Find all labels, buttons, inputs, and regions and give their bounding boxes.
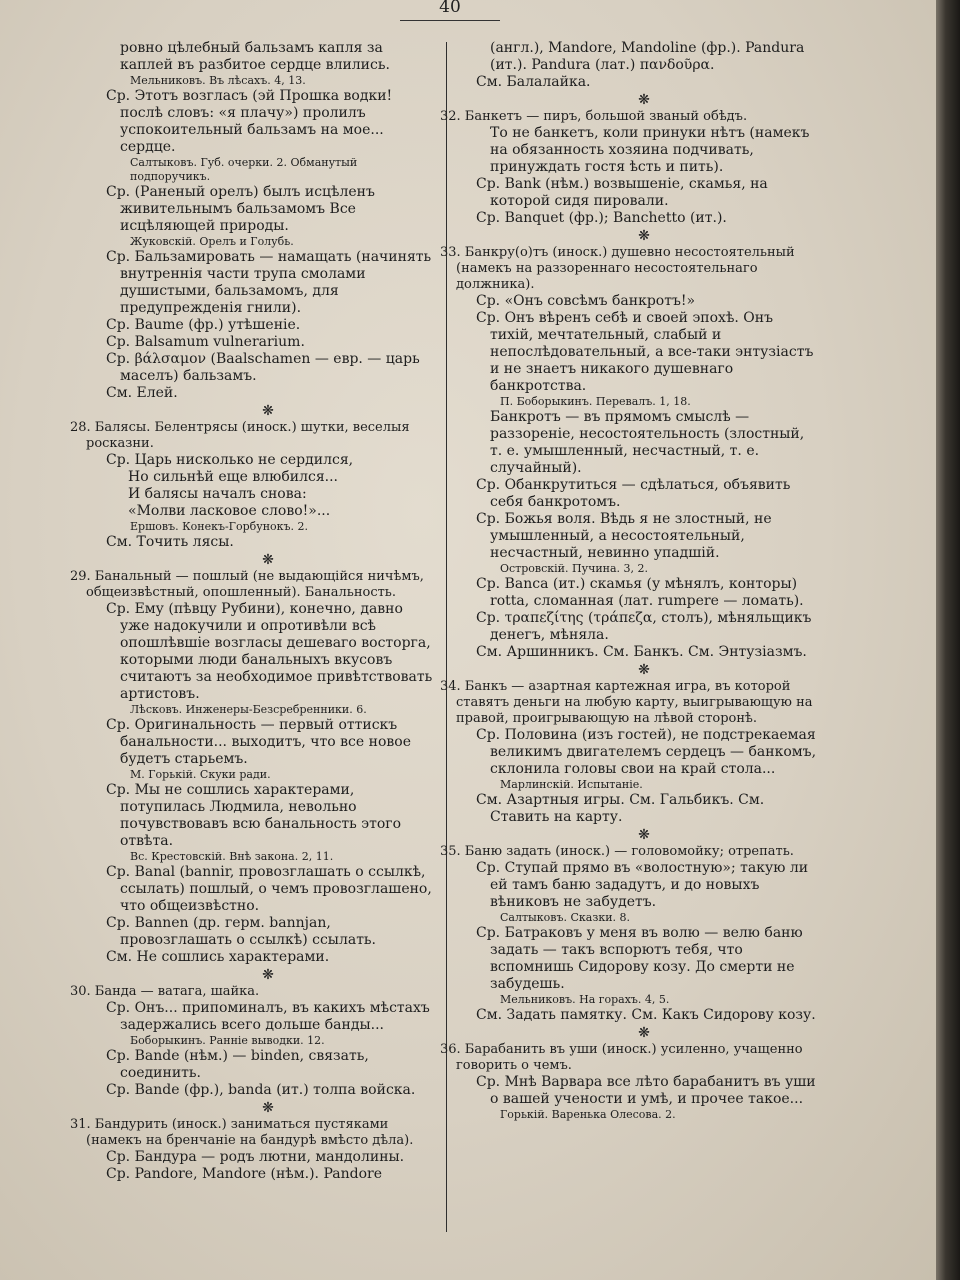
- entry-text: Ср. Bande (фр.), banda (ит.) толпа войска.: [106, 1082, 416, 1098]
- entry-text: Ср. Banal (bannir, провозглашать о ссылкѣ, ссылать) пошлый, о чемъ провозглашено, что общеизвѣстно.: [106, 864, 432, 914]
- entry-separator: ❋: [262, 967, 274, 983]
- page-number: 40: [400, 0, 500, 21]
- citation: Лѣсковъ. Инженеры-Безсребренники. 6.: [130, 703, 367, 716]
- citation: Мельниковъ. На горахъ. 4, 5.: [500, 993, 670, 1006]
- entry-text: Ср. Ступай прямо въ «волостную»; такую ли ей тамъ баню зададутъ, и до новыхъ вѣниковъ не забудетъ.: [476, 860, 809, 910]
- entry-text: Ср. Мнѣ Варвара все лѣто барабанитъ въ уши о вашей учености и умѣ, и прочее такое...: [476, 1074, 816, 1107]
- entry-separator: ❋: [262, 403, 274, 419]
- entry-text: Ср. Banquet (фр.); Banchetto (ит.).: [476, 210, 727, 226]
- entry-heading: 32. Банкетъ — пиръ, большой званый обѣдъ.: [440, 109, 748, 124]
- entry-text: Ср. Этотъ возгласъ (эй Прошка водки! послѣ словъ: «я плачу») пролилъ успокоительный бальзамъ на мое... сердце.: [106, 88, 393, 155]
- entry-text: Ср. Бандура — родъ лютни, мандолины.: [106, 1149, 405, 1165]
- entry-text: ровно цѣлебный бальзамъ капля за каплей въ разбитое сердце влились.: [120, 40, 390, 73]
- entry-text: См. Азартныя игры. См. Гальбикъ. См. Ставить на карту.: [476, 792, 765, 825]
- entry-text: Ср. Bannen (др. герм. bannjan, провозглашать о ссылкѣ) ссылать.: [106, 915, 377, 948]
- right-column: [440, 40, 818, 1122]
- entry-separator: ❋: [638, 92, 650, 108]
- entry-text: Ср. Половина (изъ гостей), не подстрекаемая великимъ двигателемъ сердецъ — банкомъ, склонила головы свои на край стола...: [476, 727, 817, 777]
- citation: Вс. Крестовскій. Внѣ закона. 2, 11.: [130, 850, 334, 863]
- entry-text: См. Аршинникъ. См. Банкъ. См. Энтузіазмъ.: [476, 644, 807, 660]
- entry-heading: 31. Бандурить (иноск.) заниматься пустяками (намекъ на бренчаніе на бандурѣ вмѣсто дѣла).: [70, 1117, 414, 1148]
- entry-text: Ср. Pandore, Mandore (нѣм.). Pandore: [106, 1166, 382, 1182]
- entry-text: Ср. Онъ... припоминалъ, въ какихъ мѣстахъ задержались всего дольше банды...: [106, 1000, 430, 1033]
- entry-heading: 29. Банальный — пошлый (не выдающійся ничѣмъ, общеизвѣстный, опошленный). Банальность.: [70, 569, 424, 600]
- citation: Боборыкинъ. Ранніе выводки. 12.: [130, 1034, 325, 1047]
- entry-text: То не банкетъ, коли принуки нѣтъ (намекъ на обязанность хозяина подчивать, принуждать гостя ѣсть и пить).: [490, 125, 810, 175]
- entry-text: См. Елей.: [106, 385, 178, 401]
- entry-text: Ср. Banca (ит.) скамья (у мѣнялъ, конторы) rotta, сломанная (лат. rumpere — ломать).: [476, 576, 804, 609]
- entry-text: Ср. «Онъ совсѣмъ банкротъ!»: [476, 293, 696, 309]
- entry-heading: 30. Банда — ватага, шайка.: [70, 984, 260, 999]
- entry-text: Ср. Обанкрутиться — сдѣлаться, объявить себя банкротомъ.: [476, 477, 791, 510]
- entry-text: «Молви ласковое слово!»...: [128, 503, 331, 519]
- entry-text: Ср. Оригинальность — первый оттискъ банальности... выходитъ, что все новое будетъ старьемъ.: [106, 717, 411, 767]
- entry-text: Ср. Ему (пѣвцу Рубини), конечно, давно уже надокучили и опротивѣли всѣ опошлѣвшіе возгласы дешеваго восторга, которыми люди банальныхъ вкусовъ считаютъ за необходимое привѣтствовать артистовъ.: [106, 601, 433, 702]
- entry-heading: 35. Баню задать (иноск.) — головомойку; отрепать.: [440, 844, 794, 859]
- citation: М. Горькій. Скуки ради.: [130, 768, 271, 781]
- entry-text: См. Задать памятку. См. Какъ Сидорову козу.: [476, 1007, 816, 1023]
- citation: Марлинскій. Испытаніе.: [500, 778, 643, 791]
- entry-separator: ❋: [638, 1025, 650, 1041]
- page-edge-shadow: [936, 0, 960, 1280]
- entry-text: И балясы началъ снова:: [128, 486, 307, 502]
- entry-text: Ср. Baume (фр.) утѣшеніе.: [106, 317, 301, 333]
- entry-text: См. Балалайка.: [476, 74, 591, 90]
- entry-text: Ср. Мы не сошлись характерами, потупилась Людмила, невольно почувствовавъ всю банальность этого отвѣта.: [106, 782, 402, 849]
- entry-heading: 34. Банкъ — азартная картежная игра, въ которой ставятъ деньги на любую карту, выигрывающую на правой, проигрывающую на лѣвой сторонѣ.: [440, 679, 813, 726]
- citation: Жуковскій. Орелъ и Голубь.: [130, 235, 294, 248]
- citation: Мельниковъ. Въ лѣсахъ. 4, 13.: [130, 74, 306, 87]
- citation: Ершовъ. Конекъ-Горбунокъ. 2.: [130, 520, 309, 533]
- entry-text: Ср. βάλσαμον (Baalschamen — евр. — царь маселъ) бальзамъ.: [106, 351, 420, 384]
- entry-separator: ❋: [638, 228, 650, 244]
- entry-text: Ср. Balsamum vulnerarium.: [106, 334, 305, 350]
- entry-text: Ср. Онъ вѣренъ себѣ и своей эпохѣ. Онъ тихій, мечтательный, слабый и непослѣдовательный, а все-таки энтузіастъ и не знаетъ никакого душевнаго банкротства.: [476, 310, 814, 394]
- entry-text: См. Точить лясы.: [106, 534, 234, 550]
- entry-text: Банкротъ — въ прямомъ смыслѣ — раззореніе, несостоятельность (злостный, т. е. умышленный, несчастный, т. е. случайный).: [490, 409, 805, 476]
- entry-text: Но сильнѣй еще влюбился...: [128, 469, 339, 485]
- entry-separator: ❋: [262, 1100, 274, 1116]
- entry-text: Ср. Царь нисколько не сердился,: [106, 452, 354, 468]
- entry-separator: ❋: [638, 827, 650, 843]
- entry-text: Ср. Bande (нѣм.) — binden, связать, соединить.: [106, 1048, 369, 1081]
- entry-text: Ср. Bank (нѣм.) возвышеніе, скамья, на которой сидя пировали.: [476, 176, 768, 209]
- entry-text: Ср. Батраковъ у меня въ волю — велю баню задать — такъ вспорютъ тебя, что вспомнишь Сидорову козу. До смерти не забудешь.: [476, 925, 803, 992]
- citation: П. Боборыкинъ. Перевалъ. 1, 18.: [500, 395, 691, 408]
- entry-separator: ❋: [262, 552, 274, 568]
- citation: Островскій. Пучина. 3, 2.: [500, 562, 649, 575]
- left-column: [70, 40, 436, 1183]
- citation: Салтыковъ. Губ. очерки. 2. Обманутый подпоручикъ.: [130, 156, 358, 183]
- citation: Салтыковъ. Сказки. 8.: [500, 911, 631, 924]
- entry-text: Ср. τραπεζίτης (τράπεζα, столъ), мѣняльщикъ денегъ, мѣняла.: [476, 610, 812, 643]
- entry-text: (англ.), Mandore, Mandoline (фр.). Pandura (ит.). Pandura (лат.) πανδοῦρα.: [490, 40, 805, 73]
- entry-separator: ❋: [638, 662, 650, 678]
- entry-heading: 28. Балясы. Белентрясы (иноск.) шутки, веселыя росказни.: [70, 420, 410, 451]
- entry-text: Ср. Бальзамировать — намащать (начинять внутреннія части трупа смолами душистыми, бальзамомъ, для предупрежденія гнили).: [106, 249, 432, 316]
- entry-text: Ср. (Раненый орелъ) былъ исцѣленъ живительнымъ бальзамомъ Все исцѣляющей природы.: [106, 184, 375, 234]
- entry-heading: 36. Барабанить въ уши (иноск.) усиленно, учащенно говорить о чемъ.: [440, 1042, 803, 1073]
- entry-text: См. Не сошлись характерами.: [106, 949, 330, 965]
- entry-text: Ср. Божья воля. Вѣдь я не злостный, не умышленный, а несостоятельный, несчастный, невинно упадшій.: [476, 511, 772, 561]
- entry-heading: 33. Банкру(о)тъ (иноск.) душевно несостоятельный (намекъ на раззореннаго несостоятельнаго должника).: [440, 245, 795, 292]
- citation: Горькій. Варенька Олесова. 2.: [500, 1108, 676, 1121]
